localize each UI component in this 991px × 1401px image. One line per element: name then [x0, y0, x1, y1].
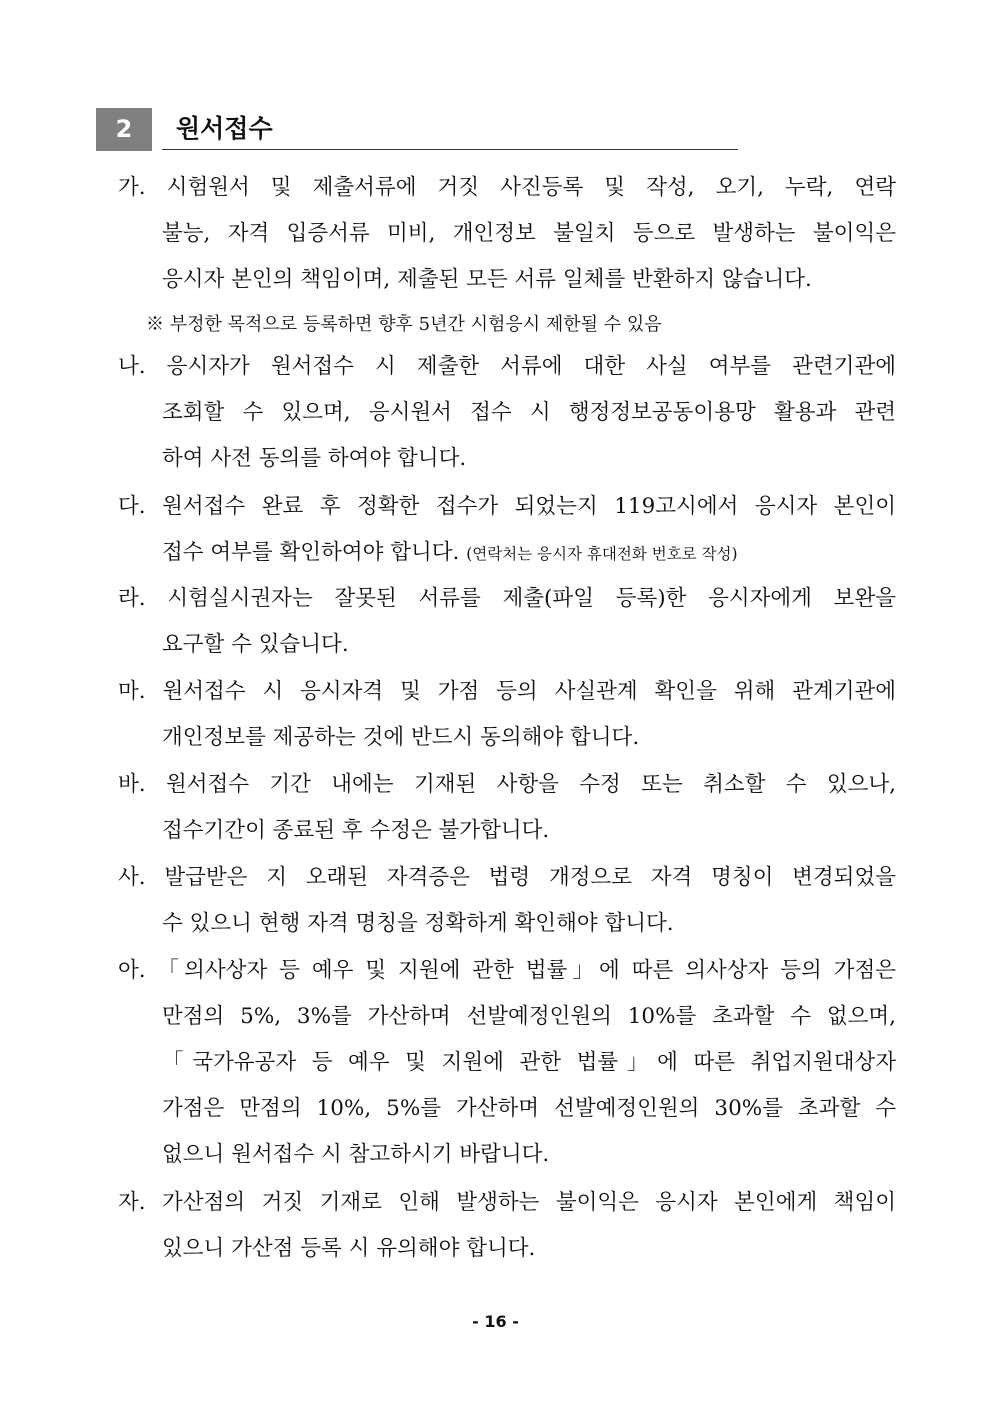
item-line: 가점은 만점의 10%, 5%를 가산하며 선발예정인원의 30%를 초과할 수	[162, 1096, 896, 1121]
item-line: 하여 사전 동의를 하여야 합니다.	[162, 446, 467, 471]
item-line: 조회할 수 있으며, 응시원서 접수 시 행정정보공동이용망 활용과 관련	[162, 400, 896, 425]
page-number: - 16 -	[472, 1312, 519, 1331]
list-item-sa	[118, 855, 896, 947]
section-header	[96, 108, 738, 152]
item-line-text: 접수 여부를 확인하여야 합니다.	[162, 540, 460, 565]
item-line: 요구할 수 있습니다.	[162, 632, 349, 657]
item-line: 가. 시험원서 및 제출서류에 거짓 사진등록 및 작성, 오기, 누락, 연락	[118, 175, 896, 200]
list-item-ba	[118, 762, 896, 854]
section-number: 2	[96, 108, 152, 151]
list-item-ma	[118, 669, 896, 761]
item-line	[118, 530, 896, 576]
section-underline	[162, 149, 738, 150]
item-line: 「국가유공자 등 예우 및 지원에 관한 법률」에 따른 취업지원대상자	[162, 1050, 896, 1075]
list-item-na	[118, 344, 896, 482]
item-line: 다. 원서접수 완료 후 정확한 접수가 되었는지 119고시에서 응시자 본인이	[118, 494, 896, 519]
item-line: 자. 가산점의 거짓 기재로 인해 발생하는 불이익은 응시자 본인에게 책임이	[118, 1190, 896, 1215]
item-line: 마. 원서접수 시 응시자격 및 가점 등의 사실관계 확인을 위해 관계기관에	[118, 679, 896, 704]
item-line: 접수기간이 종료된 후 수정은 불가합니다.	[162, 818, 550, 843]
item-line: 불능, 자격 입증서류 미비, 개인정보 불일치 등으로 발생하는 불이익은	[162, 221, 896, 246]
item-line: 있으니 가산점 등록 시 유의해야 합니다.	[162, 1236, 536, 1261]
item-small-note: (연락처는 응시자 휴대전화 번호로 작성)	[466, 545, 738, 563]
list-item-ra	[118, 576, 896, 668]
item-line: 아. 「의사상자 등 예우 및 지원에 관한 법률」에 따른 의사상자 등의 가점은	[118, 958, 896, 983]
item-line: 없으니 원서접수 시 참고하시기 바랍니다.	[162, 1142, 550, 1167]
list-item-ga	[118, 165, 896, 303]
item-line: 개인정보를 제공하는 것에 반드시 동의해야 합니다.	[162, 725, 640, 750]
item-line: 수 있으니 현행 자격 명칭을 정확하게 확인해야 합니다.	[162, 911, 674, 936]
item-line: 바. 원서접수 기간 내에는 기재된 사항을 수정 또는 취소할 수 있으나,	[118, 772, 896, 797]
item-line: 만점의 5%, 3%를 가산하며 선발예정인원의 10%를 초과할 수 없으며,	[162, 1004, 896, 1029]
list-item-ja	[118, 1180, 896, 1272]
section-title: 원서접수	[176, 114, 273, 143]
item-line: 나. 응시자가 원서접수 시 제출한 서류에 대한 사실 여부를 관련기관에	[118, 354, 896, 379]
item-line: 사. 발급받은 지 오래된 자격증은 법령 개정으로 자격 명칭이 변경되었을	[118, 865, 896, 890]
item-line: 라. 시험실시권자는 잘못된 서류를 제출(파일 등록)한 응시자에게 보완을	[118, 586, 896, 611]
item-line: 응시자 본인의 책임이며, 제출된 모든 서류 일체를 반환하지 않습니다.	[162, 267, 812, 292]
list-item-da	[118, 484, 896, 576]
note-text: ※ 부정한 목적으로 등록하면 향후 5년간 시험응시 제한될 수 있음	[146, 314, 662, 335]
list-item-a	[118, 948, 896, 1178]
